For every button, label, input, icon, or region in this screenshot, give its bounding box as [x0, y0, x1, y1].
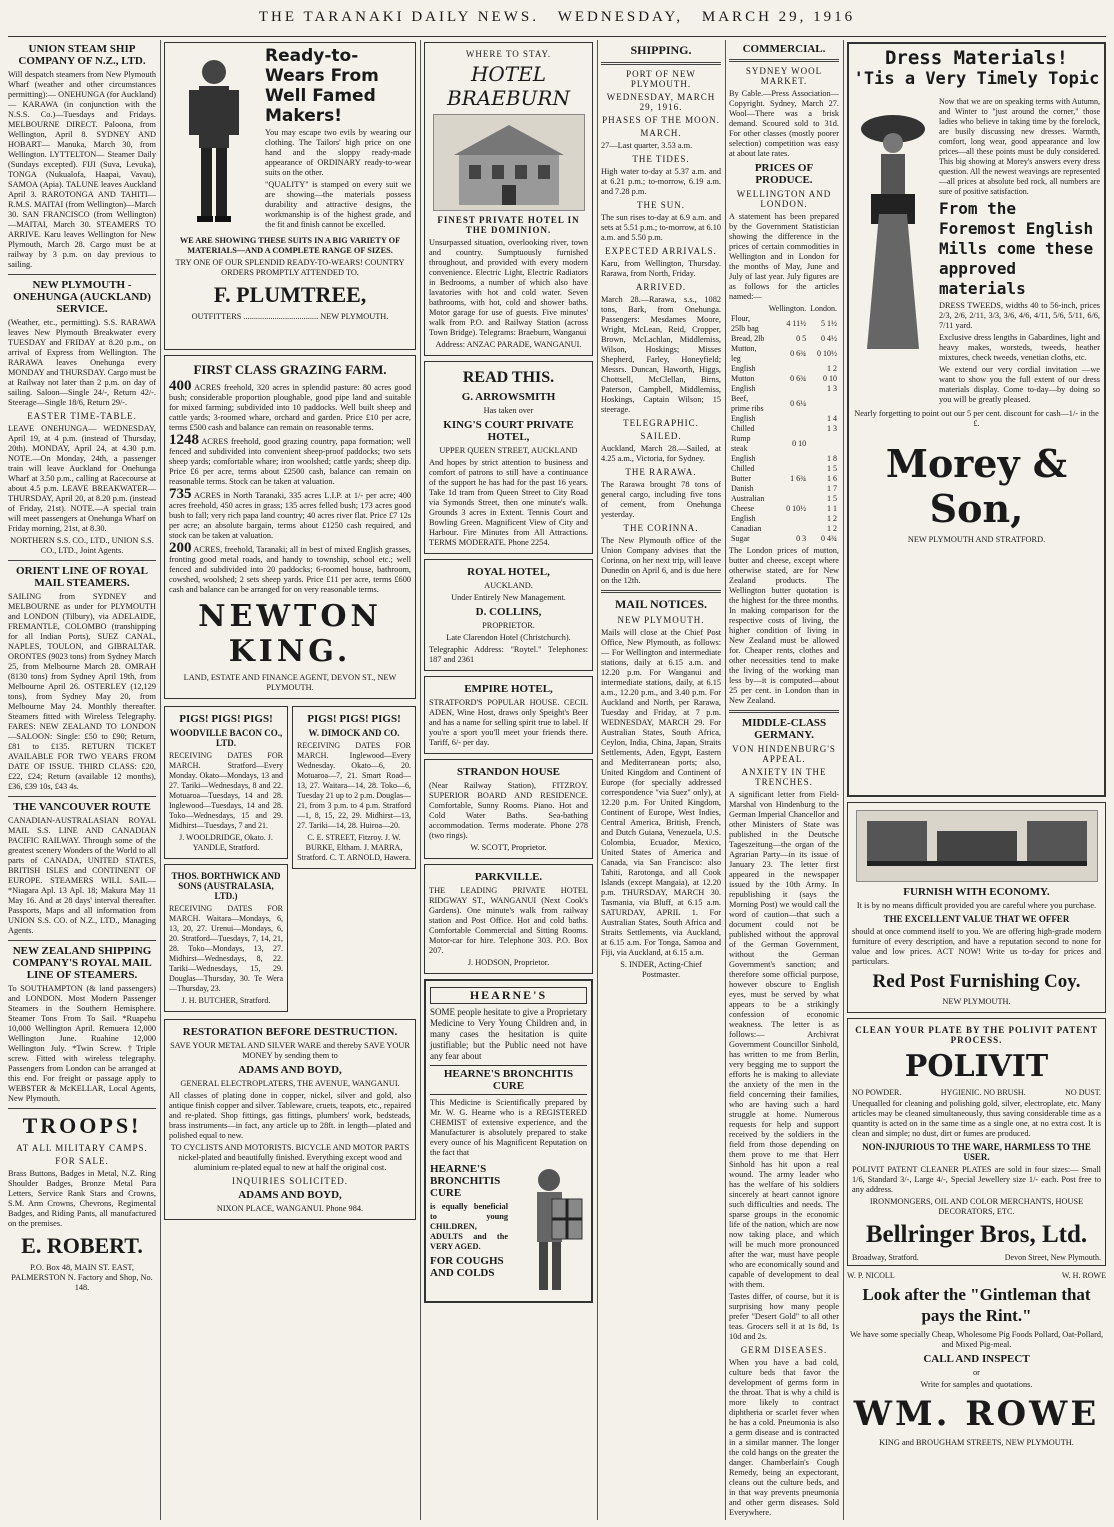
dress-fore: From the Foremost English Mills come these approved materials	[939, 199, 1094, 298]
park-body: THE LEADING PRIVATE HOTEL RIDGWAY ST., WANGANUI (Next Cook's Gardens). One minute's walk from railway station and Post Office. Hot and cold baths. Comfortable Commercial and Sitting Rooms. Motor-car for hire. Telephone 303. P.O. Box 207.	[429, 886, 588, 955]
issue-day: WEDNESDAY,	[557, 9, 684, 25]
dimock-body: RECEIVING DATES FOR MARCH. Inglewood—Every Wednesday. Okato—6, 20. Motuaroa—7, 21. Smart Road—13, 27. Waitara—14, 28. Toko—6, Tuesday 21 up to 2 p.m. Douglas—21, from 3 p.m. to 4 p.m. Stratford—1, 8, 15, 22, 29. Midhirst—13, 27. Tariki—14, 28. Huiroa—20.	[297, 741, 411, 830]
restore-more: All classes of plating done in copper, nickel, silver and gold, also antique finish copper and silver. Tableware, cruets, teapots, etc., repaired and re-plated. Shop fittings, gas fittings, plumbers' work, bedsteads, brass instruments—in fact, any article up to 28ft. in length—plated and polished equal to new.	[169, 1091, 411, 1140]
plumtree-quality: "QUALITY" is stamped on every suit we are showing—the materials possess durability and attractive designs, the workmanship is of the highest grade, and the fit and finish cannot be excelled.	[265, 180, 411, 229]
pigs-head: PIGS! PIGS! PIGS!	[179, 713, 273, 725]
troops-body: Brass Buttons, Badges in Metal, N.Z. Ring Shoulder Badges, Bronze Metal Para Letters, Service Rank Stars and Crowns, S.M. Arm Crowns, Chevrons, Regimental Badges, and Riding Pants, all manufactured on the premises.	[8, 1169, 156, 1228]
lady-illustration	[853, 99, 933, 359]
robert-addr: P.O. Box 48, MAIN ST. EAST, PALMERSTON N. Factory and Shop, No. 148.	[11, 1263, 153, 1292]
column-ads-left	[164, 40, 416, 1520]
tides-body: High water to-day at 5.37 a.m. and at 6.21 p.m.; to-morrow, 6.19 a.m. and 7.28 p.m.	[601, 167, 721, 196]
royal-city: AUCKLAND.	[484, 581, 533, 590]
furn-more: should at once commend itself to you. We are offering high-grade modern furniture of every description, and have a reputation second to none for value and low prices. ACT NOW! Write us to-day for prices and particulars.	[852, 927, 1101, 966]
farm-item	[169, 540, 411, 595]
table-row: English 1 2	[731, 364, 837, 373]
dress-excl: Exclusive dress lengths in Gabardines, light and heavy makes, worsteds, tweeds, heather mixtures, check tweeds, venetian cloths, etc.	[939, 333, 1100, 362]
dimock-co: W. DIMOCK AND CO.	[308, 728, 400, 738]
kings-addr: UPPER QUEEN STREET, AUCKLAND	[439, 446, 578, 455]
rowe-call: CALL AND INSPECT	[923, 1353, 1030, 1365]
polivit-tag: HYGIENIC. NO BRUSH.	[940, 1088, 1026, 1097]
park-head: PARKVILLE.	[474, 871, 543, 883]
empire-head: EMPIRE HOTEL,	[464, 683, 553, 695]
prices-table	[729, 304, 839, 544]
plumtree-try: TRY ONE OF OUR SPLENDID READY-TO-WEARS! COUNTRY ORDERS PROMPTLY ATTENDED TO.	[175, 258, 405, 277]
shipping-head: SHIPPING.	[630, 43, 692, 57]
farm-item	[169, 486, 411, 541]
bell-left: Broadway, Stratford.	[852, 1253, 919, 1262]
polivit-iron: IRONMONGERS, OIL AND COLOR MERCHANTS, HOUSE DECORATORS, ETC.	[869, 1197, 1084, 1216]
robert-name: E. ROBERT.	[21, 1233, 143, 1258]
column-divider	[160, 40, 161, 1520]
nzship-body: To SOUTHAMPTON (& land passengers) and LONDON. Most Modern Passenger Steamers in the Southern Hemisphere. Steamer Tons From To Sail. *Ruapehu 10,000 Wellington April. Remuera 12,000 Wellington June. Ruahine 12,000 Wellington July. *Twin Screw. †Triple screw. Fitted with wireless telegraphy. Passengers from London can be arranged at this end. For freight or passage apply to WEBSTER & McKELLAR, Local Agents, New Plymouth.	[8, 984, 156, 1103]
farm-desc: ACRES in North Taranaki, 335 acres L.I.P. at 1/- per acre; 400 acres freehold, 450 acres in grass; 135 acres felled bush; 173 acres good bush to fall; very rich papa land country; 40 acres river flat. Price £7 12s per acre; an absolute bargain, terms about £1250 cash required, and stock can be taken at valuation.	[169, 491, 411, 540]
sun-head: THE SUN.	[637, 200, 685, 210]
farm-ad	[164, 355, 416, 699]
royal-tele: Telegraphic Address: "Roytel." Telephones: 187 and 2361	[429, 645, 588, 664]
table-row: Flour, 25lb bag 4 11½ 5 1½	[731, 314, 837, 333]
furn-val: THE EXCELLENT VALUE THAT WE OFFER	[883, 914, 1070, 924]
telegraphic-sub: SAILED.	[640, 431, 682, 441]
braeburn-body: Unsurpassed situation, overlooking river, town and country. Sumptuously furnished throughout, and provided with every modern convenience. Electric Light, Electric Radiators in Bedrooms, a number of which also have lavatories with hot and cold water. Seven bathrooms, with hot, cold and shower baths. Motor garage for use of guests. Five minutes' walk from P.O. and Railway Station (across Town Bridge). Telegrams: Braeburn, Wanganui	[429, 238, 588, 337]
knight-illustration	[512, 1164, 587, 1294]
mail-sub: NEW PLYMOUTH.	[617, 615, 705, 625]
table-row: English 1 8	[731, 454, 837, 463]
rowe-or: or	[973, 1368, 980, 1377]
table-row: Mutton, leg 0 6¾ 0 10½	[731, 344, 837, 363]
man-in-suit-illustration	[169, 50, 259, 230]
restore-name: ADAMS AND BOYD,	[238, 1064, 342, 1076]
braeburn-tag: FINEST PRIVATE HOTEL IN THE DOMINION.	[437, 215, 580, 235]
table-row: Rump steak 0 10	[731, 434, 807, 453]
pig-ads-right	[292, 704, 416, 1017]
sofa-icon	[857, 811, 1097, 881]
borthwick-ad	[164, 864, 288, 1012]
masthead-rule	[8, 36, 1106, 37]
hearne-bcure: HEARNE'S BRONCHITIS CURE	[430, 1163, 501, 1199]
column-divider	[843, 40, 844, 1520]
wool-body: By Cable.—Press Association—Copyright. Sydney, March 27. Wool—There was a brisk demand. Scoured sold to 31d. For other classes (mostly poorer selection) competition was easy at about late rates.	[729, 89, 839, 158]
plumtree-body: You may escape two evils by wearing our clothing. The Tailors' high price on one hand and the sloppy ready-made appearance of ORDINARY ready-to-wear suits on the other.	[265, 128, 411, 177]
table-row: English 1 2	[731, 514, 837, 523]
morey-name: Morey & Son,	[885, 441, 1068, 531]
rowe-body: We have some specially Cheap, Wholesome Pig Foods Pollard, Oat-Pollard, and Mixed Pig-meal.	[849, 1330, 1104, 1349]
newton-king-foot: LAND, ESTATE AND FINANCE AGENT, DEVON ST., NEW PLYMOUTH.	[183, 673, 397, 692]
divider	[8, 796, 156, 797]
vancouver-body: CANADIAN-AUSTRALASIAN ROYAL MAIL S.S. LINE AND CANADIAN PACIFIC RAILWAY. Through some of the greatest scenery Wonders of the World to all parts of CANADA, UNITED STATES, BRITISH ISLES and CONTINENT OF EUROPE. STEAMERS WILL SAIL— *Niagara Apl. 13 Apl. 18; Makura May 11 May 16. And at 28 days' interval thereafter. Passports, Maps and all information from UNION S.S. CO. of N.Z., LTD., Managing Agents.	[8, 816, 156, 935]
prices-more: The London prices of mutton, butter and cheese, except where otherwise stated, are for New Zealand products. The Wellington butter quotation is the highest for the three months. In making comparison for the respective costs of living, the higher condition of living in New Zealand must be allowed for. Cheaper rents, clothes and other necessities tend to make the living of the working man less by—it is computed—about 25 per cent. in London than in New Zealand.	[729, 546, 839, 705]
cyclists-text: TO CYCLISTS AND MOTORISTS. BICYCLE AND MOTOR PARTS nickel-plated and beautifully finished. Everything except wood and aluminium re-plated equal to new at half the original cost.	[170, 1143, 410, 1172]
arrived-body: March 28.—Rarawa, s.s., 1082 tons, Bark, from Onehunga. Passengers: Mesdames Moore, Wright, McLean, Reid, Cropper, Brown, McLachlan, Middlemiss, Wilson, Hoskings; Misses Shepherd, Farley, Honeyfield; Messrs. Duncan, Haworth, Higgs, Chottsell, McClellan, Birns, Paterson, Campbell, Middlemiss, Hoskings, Captain Wilson; 15 steerage.	[601, 295, 721, 414]
empire-hotel-ad	[424, 676, 593, 754]
polivit-body: Unequalled for cleaning and polishing gold, silver, electroplate, etc. Many articles may be cleaned simultaneously, thus saving considerable time as a quantity is acted on in the same time as a single one, at no extra cost. It is clean and simple; no dust, dirt or fumes are produced.	[852, 1099, 1101, 1138]
braeburn-addr: Address: ANZAC PARADE, WANGANUI.	[435, 340, 582, 349]
polivit-name: POLIVIT	[904, 1049, 1049, 1084]
shipping-date: WEDNESDAY, MARCH 29, 1916.	[606, 92, 716, 112]
lady-figure-icon	[853, 99, 933, 359]
farm-item	[169, 378, 411, 433]
park-sign: J. HODSON, Proprietor.	[467, 958, 550, 967]
empire-body: STRATFORD'S POPULAR HOUSE. CECIL ADEN, Wine Host, draws only Speight's Beer and has a name for selling spirit true to label. If you're a sport you'll meet your friends there. Tariff, 6/- per day.	[429, 698, 588, 747]
dress-tweed: DRESS TWEEDS, widths 40 to 56-inch, prices 2/3, 2/6, 2/11, 3/3, 3/6, 4/6, 4/11, 5/6, 5/11, 6/6, 7/11 yard.	[939, 301, 1100, 330]
onehunga-body: (Weather, etc., permitting). S.S. RARAWA leaves New Plymouth Breakwater every TUESDAY and FRIDAY at 8.20 p.m., on arrival of Express from Wellington. The RARAWA leaves Onehunga every MONDAY and THURSDAY. Cargo must be at Railway not later than 2 p.m. on day of sailing. Saloon—Single 24/-, Return 42/-. Steerage—Single 18/6, Return 29/-.	[8, 318, 156, 407]
prices-sub: WELLINGTON AND LONDON.	[736, 189, 832, 209]
nzship-title: NEW ZEALAND SHIPPING COMPANY'S ROYAL MAIL LINE OF STEAMERS.	[12, 945, 152, 981]
germs-head: GERM DISEASES.	[740, 1345, 828, 1355]
polivit-non: NON-INJURIOUS TO THE WARE, HARMLESS TO THE USER.	[862, 1142, 1091, 1162]
royal-late: Late Clarendon Hotel (Christchurch).	[446, 633, 571, 642]
divider	[8, 1108, 156, 1109]
mc-more: Tastes differ, of course, but it is surprising how many people prefer "Desert Gold" to all other teas. Grocers sell it at 1s 8d, 1s 10d and 2s.	[729, 1292, 839, 1341]
mail-sign: S. INDER, Acting-Chief Postmaster.	[620, 960, 702, 979]
easter-title: EASTER TIME-TABLE.	[27, 411, 137, 421]
polivit-top: CLEAN YOUR PLATE BY THE POLIVIT PATENT PROCESS.	[855, 1025, 1098, 1045]
bell-right: Devon Street, New Plymouth.	[1004, 1253, 1101, 1262]
prices-body: A statement has been prepared by the Government Statistician showing the difference in the prices of certain commodities in Wellington and in London for the months of May, June and July of last year. July figures are as follows for the articles named:—	[729, 212, 839, 301]
royal-mgmt: Under Entirely New Management.	[451, 593, 566, 602]
polivit-price: POLIVIT PATENT CLEANER PLATES are sold in four sizes:— Small 1/6, Standard 3/-, Large 4/-, Special Jewellery size 1/- each. Post free to any address.	[852, 1165, 1101, 1194]
germs-body: When you have a bad cold, culture beds that favor the development of germs form in the throat. That is why a child is more likely to contract diphtheria or scarlet fever when he has a cold. Pneumonia is also a germ disease and is contracted in a similar manner. The longer the cold hangs on the greater the danger. Chamberlain's Cough Remedy, being an expectorant, cleans out the culture beds, and in that way prevents pneumonia and other germ diseases. Sold Everywhere.	[729, 1358, 839, 1517]
column-hotels	[424, 40, 593, 1520]
hearne-body: This Medicine is Scientifically prepared by Mr. W. G. Hearne who is a REGISTERED CHEMIST of extensive experience, and the Manufacturer is absolutely prepared to stake every ounce of his Magnificent Reputation on the fact that	[430, 1098, 587, 1157]
parkville-ad	[424, 864, 593, 974]
moon-month: MARCH.	[640, 128, 682, 138]
plumtree-ad	[164, 42, 416, 350]
polivit-ad	[847, 1018, 1106, 1266]
rowe-left: W. P. NICOLL	[847, 1271, 895, 1280]
table-row: Butter 1 6¾ 1 6	[731, 474, 837, 483]
usco-body: Will despatch steamers from New Plymouth Wharf (weather and other circumstances permitting):— ONEHUNGA (for Auckland)— KARAWA (in conjunction with the N.S.S. Co.)—Tuesdays and Fridays. MELBOURNE DIRECT. Paloona, from Wellington, April 8. SYDNEY AND HOBART— Manuka, March 30, from Wellington. LYTTELTON— Steamer Daily (Sundays excepted). FIJI (Suva, Levuka), TONGA (Nukualofa, Haapai, Vavau), SAMOA (Apia). TALUNE leaves Auckland April 3. RAROTONGA AND TAHITI— R.M.S. MAITAI (from Wellington)—March 30. SAN FRANCISCO (from Wellington)—MAITAI, March 30. STEAMERS TO ARRIVE. Karu leaves Wellington for New Plymouth, March 28. Cargo must be at railway by 3 p.m. on day previous to sailing.	[8, 70, 156, 269]
cyclists-name: ADAMS AND BOYD,	[238, 1189, 342, 1201]
pig-ads-row	[164, 704, 416, 1017]
table-header-row: Wellington. London.	[768, 304, 837, 313]
corinna-head: THE CORINNA.	[623, 523, 699, 533]
dress-invite: We extend our very cordial invitation —we want to show you the full extent of our dress materials display. Come to-day—by doing so you will be greatly pleased.	[939, 365, 1100, 404]
royal-owner: D. COLLINS,	[475, 606, 542, 618]
mc-sub2: ANXIETY IN THE TRENCHES.	[741, 767, 827, 787]
furn-body: It is by no means difficult provided you are careful where you purchase.	[856, 901, 1097, 910]
moon-body: 27—Last quarter, 3.53 a.m.	[601, 141, 693, 150]
kings-name: KING'S COURT PRIVATE HOTEL,	[443, 419, 574, 443]
divider	[8, 274, 156, 275]
kings-taken: Has taken over	[483, 406, 534, 415]
polivit-tag: NO DUST.	[1065, 1088, 1101, 1097]
vancouver-title: THE VANCOUVER ROUTE	[13, 801, 151, 813]
hearne-brand: HEARNE'S	[430, 987, 587, 1004]
divider	[8, 560, 156, 561]
column-ads-right	[847, 40, 1106, 1520]
telegraphic-body: Auckland, March 28.—Sailed, at 4.25 a.m., Victoria, for Sydney.	[601, 444, 721, 463]
table-row: English 1 4	[731, 414, 837, 423]
sun-body: The sun rises to-day at 6.9 a.m. and sets at 5.51 p.m.; to-morrow, at 6.10 a.m. and 5.50 p.m.	[601, 213, 721, 242]
red-post-addr: NEW PLYMOUTH.	[942, 997, 1011, 1006]
knight-icon	[512, 1164, 587, 1294]
port-name: PORT OF NEW PLYMOUTH.	[626, 69, 696, 89]
hearne-name: HEARNE'S BRONCHITIS CURE	[430, 1065, 587, 1095]
mc-head: MIDDLE-CLASS GERMANY.	[741, 717, 827, 741]
wool-head: SYDNEY WOOL MARKET.	[745, 66, 823, 86]
newton-king-name: NEWTON KING.	[198, 599, 382, 669]
tides-head: THE TIDES.	[632, 154, 690, 164]
rowe-ad	[847, 1271, 1106, 1448]
braeburn-ad	[424, 42, 593, 356]
mail-body: Mails will close at the Chief Post Office, New Plymouth, as follows:— For Wellington and intermediate stations, daily at 6.15 a.m. and 12.20 p.m. For Wanganui and intermediate stations, daily, at 6.15 a.m., 12.20 p.m., and 3.40 p.m. For Auckland and North, per Rarawa, Tuesday and Friday, at 7 p.m. WEDNESDAY, MARCH 29. For Australian States, South Africa, Ceylon, India, China, Japan, Straits Settlements, Aden, Egypt, Eastern and Mediterranean ports; also, United Kingdom and Continent of Europe (for specially addressed correspondence "via Suez" only), at 12.20 p.m. For United Kingdom, Continent of Europe, West Indies, Central America, British, French, and Dutch Guiana, Venezuela, U.S. Colombia, Ecuador, Mexico, United States of America and Canada, via San Francisco: also Tahiti, Rarotonga, and all Cook Islands (except Mangaia), at 12.20 p.m. THURSDAY, MARCH 30. Tasmania, via Bluff, at 6.15 a.m. SATURDAY, APRIL 1. For Australian States, South Africa and Straits Settlements, via Auckland, at 6.15 a.m. For Tonga, Samoa and Fiji, via Auckland, at 6.15 a.m.	[601, 628, 721, 957]
farm-desc: ACRES freehold, good grazing country, papa formation; well fenced and subdivided into convenient sheep-proof paddocks; two sets sheep yards; comfortable whare; iron woolshed; cattle yards; sheep dip. Price £6 per acre, terms about £2500 cash, balance can remain on reasonable terms. Stock can be taken at valuation.	[169, 437, 411, 486]
restore-body: SAVE YOUR METAL AND SILVER WARE and thereby SAVE YOUR MONEY by sending them to	[170, 1041, 410, 1060]
borthwick-sign: J. H. BUTCHER, Stratford.	[181, 996, 271, 1005]
restore-title: RESTORATION BEFORE DESTRUCTION.	[182, 1026, 398, 1038]
column-shipping-lines	[8, 40, 156, 1520]
rowe-right: W. H. ROWE	[1061, 1271, 1106, 1280]
orient-body: SAILING from SYDNEY and MELBOURNE as under for PLYMOUTH and LONDON (Tilbury), via ADELAIDE, FREMANTLE, COLOMBO (transhipping for all Indian Ports), SUEZ CANAL, NAPLES, TOULON, and GIBRALTAR. ORONTES (9023 tons) from Sydney March 25, from Melbourne March 28. OMRAH (8130 tons) from Sydney April 19th, from Melbourne April 26. OSTERLEY (12,129 tons), from Sydney May 20, from Melbourne May 24. Monthly thereafter. Steamers fitted with Wireless Telegraphy. FARES: NEW ZEALAND TO LONDON —SALOON: Single: £50 to £90; Return, £81 to £135. RETURN TICKET AVAILABLE FOR TWO YEARS FROM DATE OF ISSUE. THIRD CLASS: £20, £22, £24; Return (available 12 months), £36, £39 10s, £43 4s.	[8, 592, 156, 791]
mail-head: MAIL NOTICES.	[614, 597, 708, 611]
hearne-equal: is equally beneficial to young CHILDREN, ADULTS and the VERY AGED.	[430, 1202, 508, 1251]
farm-item	[169, 432, 411, 487]
farm-title: FIRST CLASS GRAZING FARM.	[193, 362, 387, 377]
plumtree-headline: Ready-to-Wears From Well Famed Makers!	[265, 46, 379, 126]
moon-head: PHASES OF THE MOON.	[602, 115, 720, 125]
strand-head: STRANDON HOUSE	[457, 766, 560, 778]
expected-head: EXPECTED ARRIVALS.	[605, 246, 717, 256]
strand-body: (Near Railway Station), FITZROY. SUPERIOR BOARD AND RESIDENCE. Comfortable, Sunny Rooms. Piano. Hot and Cold Water Baths. Sea-bathing accommodation. Terms moderate. Phone 278 (two rings).	[429, 781, 588, 840]
read-head: READ THIS.	[462, 369, 555, 386]
rarawa-head: THE RARAWA.	[625, 467, 697, 477]
column-commercial	[729, 40, 839, 1520]
arrived-head: ARRIVED.	[635, 282, 687, 292]
farm-desc: ACRES freehold, 320 acres in splendid pasture: 80 acres good bush; considerable proportion ploughable, good pipe land and suitable for mixed farming; subdivided into 10 paddocks. Well built sheep and cattle yards; 3-roomed whare, orchard and garden. Price £10 per acre, terms £500 cash and balance can remain on reasonable terms.	[169, 383, 411, 432]
table-row: Bread, 2lb 0 5 0 4½	[731, 334, 837, 343]
woodville-co: WOODVILLE BACON CO., LTD.	[169, 728, 283, 748]
hotel-icon	[434, 115, 584, 210]
stay-head: WHERE TO STAY.	[465, 49, 552, 59]
farm-acres: 200	[169, 540, 192, 556]
commercial-head: COMMERCIAL.	[742, 43, 826, 55]
dimock-sign: C. E. STREET, Fitzroy. J. W. BURKE, Eltham. J. MARRA, Stratford. C. T. ARNOLD, Hawera.	[297, 833, 411, 862]
bellringer-name: Bellringer Bros, Ltd.	[865, 1221, 1088, 1248]
masthead	[0, 0, 1114, 34]
divider	[8, 940, 156, 941]
red-post-name: Red Post Furnishing Coy.	[872, 971, 1081, 992]
usco-title: UNION STEAM SHIP COMPANY OF N.Z., LTD.	[18, 43, 146, 67]
farm-desc: ACRES, freehold, Taranaki; all in best of mixed English grasses, fronting good metal roads, and handy to township, school etc.; well fenced and subdivided into 20 paddocks; 6-roomed house, bathroom, cowshed, woolshed; 2 sets sheep yards. Price £11 per acre, terms £600 cash and balance can be arranged for on very reasonable terms.	[169, 545, 411, 594]
table-row: Canadian 1 2	[731, 524, 837, 533]
adams-boyd-ad	[164, 1019, 416, 1220]
column-shipping-news	[601, 40, 721, 1520]
rowe-name: WM. ROWE	[853, 1394, 1100, 1434]
morey-ad	[847, 42, 1106, 797]
rowe-head: Look after the "Gintleman that pays the Rint."	[862, 1285, 1091, 1325]
farm-acres: 400	[169, 378, 192, 394]
royal-head: ROYAL HOTEL,	[467, 566, 550, 578]
pigs-head: PIGS! PIGS! PIGS!	[307, 713, 401, 725]
troops-sub: AT ALL MILITARY CAMPS.	[16, 1143, 148, 1153]
column-divider	[420, 40, 421, 1520]
troops-title: TROOPS!	[22, 1113, 142, 1138]
cyclists-addr: NIXON PLACE, WANGANUI. Phone 984.	[216, 1204, 364, 1213]
pig-ads-left	[164, 704, 288, 1017]
table-row: Australian 1 5	[731, 494, 837, 503]
plumtree-foot: OUTFITTERS .................................... NEW PLYMOUTH.	[191, 312, 389, 321]
strandon-ad	[424, 759, 593, 859]
rowe-addr: KING and BROUGHAM STREETS, NEW PLYMOUTH.	[879, 1438, 1074, 1447]
column-divider	[597, 40, 598, 1520]
column-divider	[725, 40, 726, 1520]
kings-court-ad	[424, 361, 593, 554]
easter-body: LEAVE ONEHUNGA— WEDNESDAY, April 19, at 4 p.m. (instead of Thursday, 20th). MONDAY, April 24, at 4.30 p.m. NOTE.—On Monday, 24th, a passenger train will leave Auckland for Onehunga Wharf at 3.50 p.m., calling at Racecourse at about 4.5 p.m. LEAVE BREAKWATER— THURSDAY, April 20, at 8.20 p.m. (instead of Friday, 21st). NOTE.—A special train will meet passengers at Onehunga Wharf on Friday morning, 21st, at 8.30.	[8, 424, 156, 533]
red-post-ad	[847, 802, 1106, 1013]
woodville-body: RECEIVING DATES FOR MARCH. Stratford—Every Monday. Okato—Mondays, 13 and 27. Tariki—Wednesdays, 8 and 22. Motuaroa—Tuesdays, 14 and 28. Inglewood—Tuesdays, 14 and 28. Toko—Wednesdays, 15 and 29. Midhirst—Tuesdays, 7 and 21.	[169, 751, 283, 830]
expected-body: Karu, from Wellington, Thursday. Rarawa, from North, Friday.	[601, 259, 721, 278]
dimock-ad	[292, 706, 416, 869]
mc-body: A significant letter from Field-Marshal von Hindenburg to the German Imperial Chancellor and other Ministers of State was published in the Deutsche Tageszeitung—the organ of the Agrarian Party—in its issue of January 23. The letter first appeared in the newspaper issued by the 10th Army. In republishing it (says the Morning Post) we would call the word of caution—that such a document could not be published without the approval of the German Government, without the German Government's sanction; and therefore some official purpose, however obscure to English eyes, must be served by what appears to be a strikingly confession of economic weakness. The letter is as follows:— Archivrat Government Councillor Sinhold, has written to me from Berlin, very begging me to support the efforts he is making to alleviate the anxiety of the men in the field concerning their families, who are having such a hard struggle at home. Numerous requests for help and support received by the soldiers in the field from those depending on them prove to me that Herr Sinhold has hit upon a real wound. The army leader who has the welfare of his soldiers sincerely at heart cannot ignore such difficulties and needs. The sparse groups in the economic life of the nation, which are now now taking place, and which will be much more pronounced after the war, must have people who are economically sound and capable of development to deal with them.	[729, 790, 839, 1289]
woodville-ad	[164, 706, 288, 859]
inquiries: INQUIRIES SOLICITED.	[232, 1176, 348, 1186]
issue-date: MARCH 29, 1916	[701, 9, 856, 25]
borthwick-body: RECEIVING DATES FOR MARCH. Waitara—Mondays, 6, 13, 20, 27. Urenui—Mondays, 6, 20. Stratford—Tuesdays, 7, 14, 21, 28. Toko—Mondays, 13, 27. Midhirst—Wednesdays, 8, 22. Tariki—Wednesdays, 15, 29. Douglas—Thursday, 30. Te Wera—Thursday, 23.	[169, 904, 283, 993]
onehunga-title: NEW PLYMOUTH - ONEHUNGA (AUCKLAND) SERVICE.	[13, 279, 151, 315]
farm-acres: 1248	[169, 432, 199, 448]
kings-body: And hopes by strict attention to business and comfort of patrons to still have a continuance of the support he has had for the past 16 years. Take 1d tram from Queen Street to City Road via Symonds Street, then one minute's walk. Grounds 3 acres in Extent. Tennis Court and Bowling Green. Magnificent View of City and Harbour. Fire Minutes from All Attractions. TERMS MODERATE. Phone 2254.	[429, 458, 588, 547]
hearnes-ad	[424, 979, 593, 1303]
telegraphic-head: TELEGRAPHIC.	[623, 418, 699, 428]
rarawa-body: The Rarawa brought 78 tons of general cargo, including five tons of cement, from Onehunga yesterday.	[601, 480, 721, 519]
table-row: Cheese 0 10½ 1 1	[731, 504, 837, 513]
furniture-illustration	[856, 810, 1098, 882]
hearne-for: FOR COUGHS AND COLDS	[430, 1255, 504, 1279]
kings-owner: G. ARROWSMITH	[461, 391, 556, 403]
farm-acres: 735	[169, 486, 192, 502]
table-row: Mutton 0 6¾ 0 10	[731, 374, 837, 383]
orient-title: ORIENT LINE OF ROYAL MAIL STEAMERS.	[16, 565, 148, 589]
prices-head: PRICES OF PRODUCE.	[754, 162, 814, 186]
royal-role: PROPRIETOR.	[482, 621, 535, 630]
table-row: Beef, prime ribs 0 6¼	[731, 394, 807, 413]
table-row: Danish 1 7	[731, 484, 837, 493]
royal-hotel-ad	[424, 559, 593, 671]
corinna-body: The New Plymouth office of the Union Company advises that the Corinna, on her next trip, will leave Dunedin on April 6, and is due here on the 12th.	[601, 536, 721, 585]
hearne-intro: SOME people hesitate to give a Proprietary Medicine to Very Young Children and, in many cases the hesitation is quite justifiable; but the Public need not have any fear about	[430, 1007, 587, 1061]
polivit-tag: NO POWDER.	[852, 1088, 902, 1097]
table-row: English 1 3	[731, 384, 837, 393]
table-row: Chilled 1 3	[731, 424, 837, 433]
hotel-building-illustration	[433, 114, 585, 211]
newspaper-title: THE TARANAKI DAILY NEWS.	[258, 9, 539, 25]
restore-addr: GENERAL ELECTROPLATERS, THE AVENUE, WANGANUI.	[180, 1079, 400, 1088]
mc-sub1: VON HINDENBURG'S APPEAL.	[732, 744, 836, 764]
plumtree-show: WE ARE SHOWING THESE SUITS IN A BIG VARIETY OF MATERIALS—AND A COMPLETE RANGE OF SIZES.	[179, 236, 401, 255]
troops-sale: FOR SALE.	[55, 1156, 109, 1166]
strand-sign: W. SCOTT, Proprietor.	[470, 843, 547, 852]
dress-body: Now that we are on speaking terms with Autumn, and Winter to "just around the corner," those ladies who believe in taking time by the forelock, are busily discussing new dresses. Warmth, comfort, long wear, good appearance and low prices—all these points must be duly considered. This big showing at Morey's answers every dress question. All the newest weavings are represented—all prices at absolute bed rock, all numbers are sure of positive satisfaction.	[939, 97, 1100, 196]
woodville-sign: J. WOOLDRIDGE, Okato. J. YANDLE, Stratford.	[179, 833, 273, 852]
braeburn-name: HOTEL BRAEBURN	[447, 62, 570, 110]
dress-sub: 'Tis a Very Timely Topic	[853, 69, 1100, 89]
table-row: Sugar 0 3 0 4¾	[731, 534, 837, 543]
morey-addr: NEW PLYMOUTH AND STRATFORD.	[907, 535, 1046, 544]
borthwick-head: THOS. BORTHWICK AND SONS (AUSTRALASIA, LTD.)	[171, 871, 281, 901]
furn-head: FURNISH WITH ECONOMY.	[903, 886, 1050, 898]
plumtree-name: F. PLUMTREE,	[213, 282, 367, 307]
easter-sign: NORTHERN S.S. CO., LTD., UNION S.S. CO., LTD., Joint Agents.	[10, 536, 154, 555]
dress-disc: Nearly forgetting to point out our 5 per cent. discount for cash—1/- in the £.	[854, 409, 1099, 428]
suit-figure-icon	[169, 50, 259, 230]
table-row: Chilled 1 5	[731, 464, 837, 473]
rowe-write: Write for samples and quotations.	[920, 1380, 1033, 1389]
dress-head: Dress Materials!	[884, 47, 1069, 69]
